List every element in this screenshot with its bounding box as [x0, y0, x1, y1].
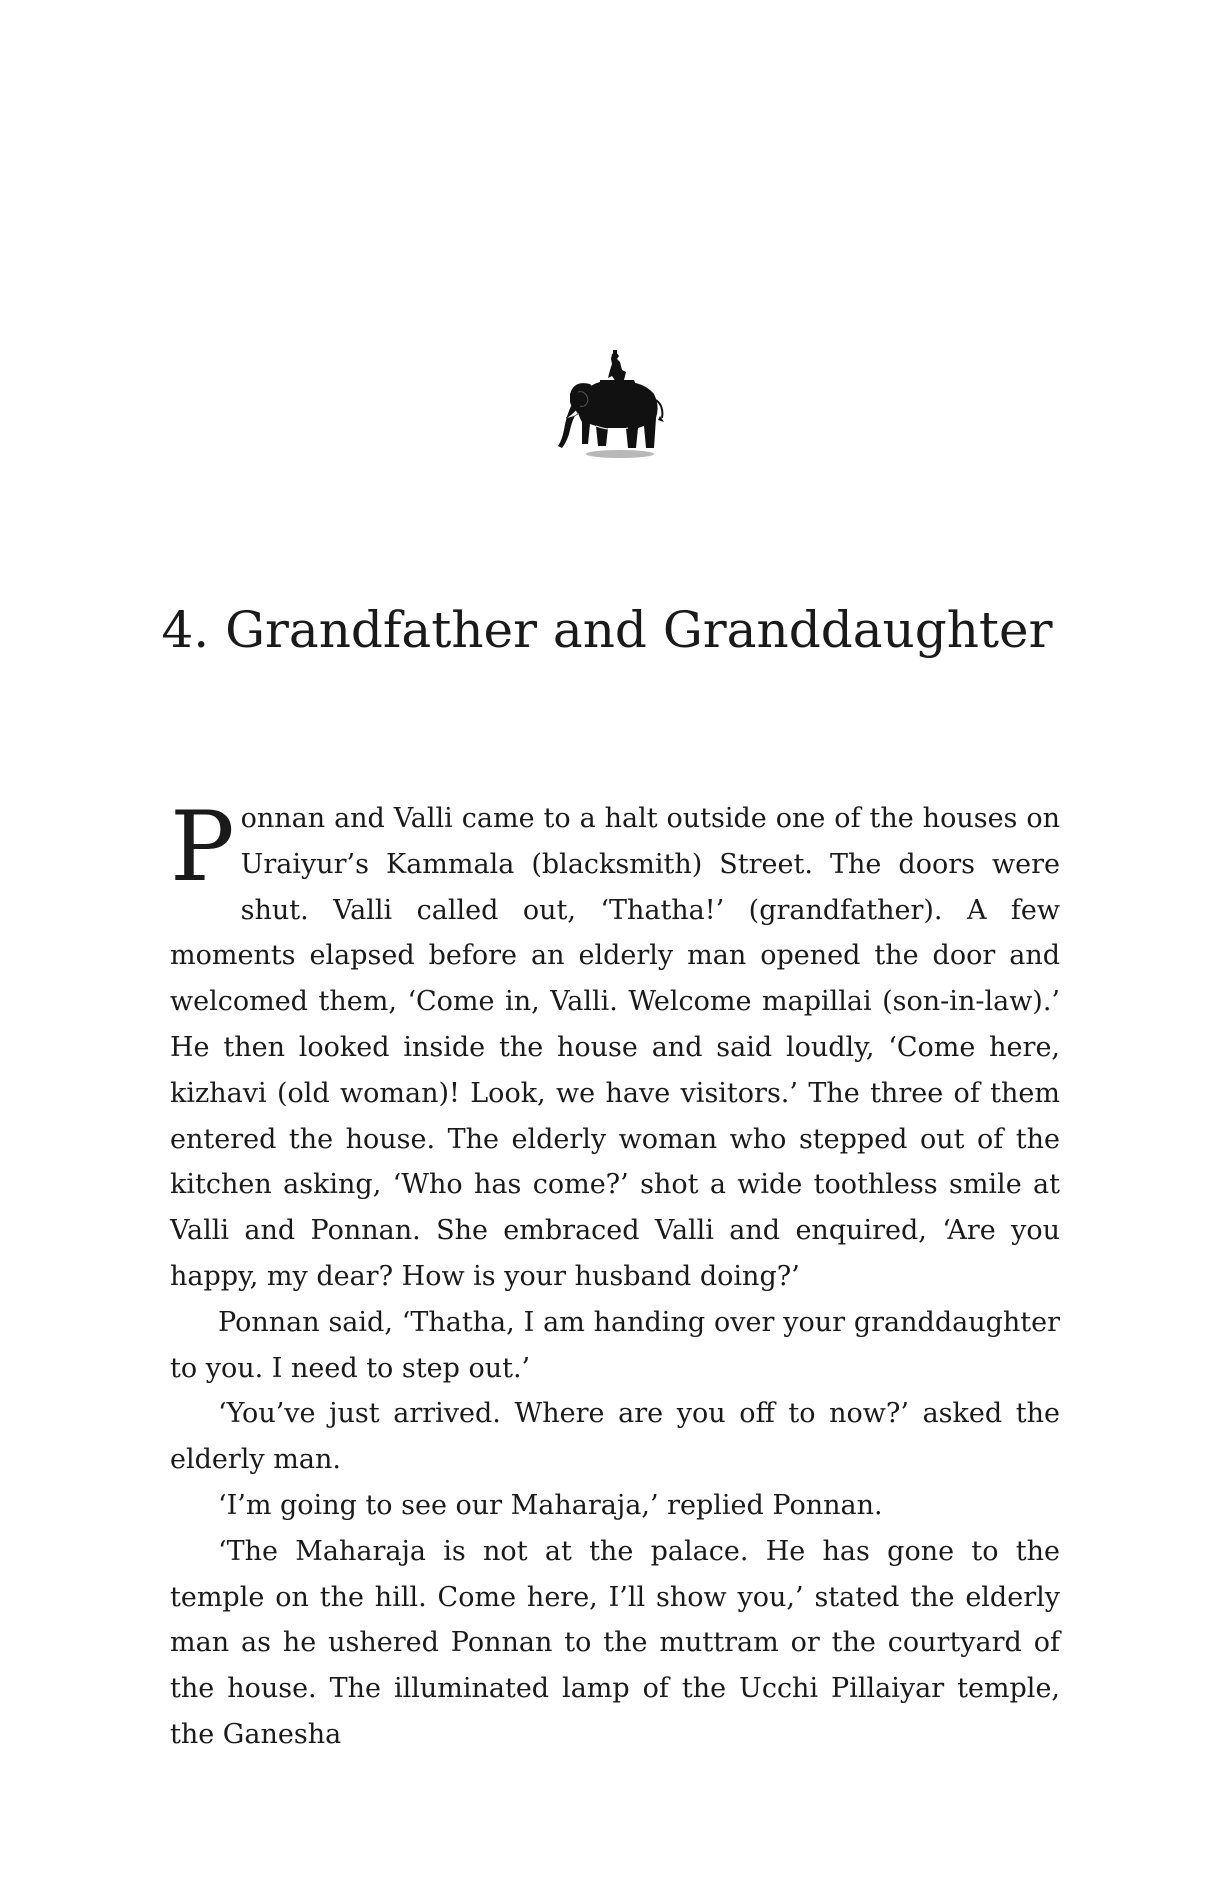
- chapter-title: 4. Grandfather and Granddaughter: [161, 601, 1053, 659]
- paragraph-5: ‘The Maharaja is not at the palace. He has gone to the temple on the hill. Come here, I’ll show you,’ stated the elderly man as he ushered Ponnan to the muttram or the courtyard of the house. The illuminated lamp of the Ucchi Pillaiyar temple, the Ganesha: [170, 1535, 1060, 1750]
- paragraph-2: Ponnan said, ‘Thatha, I am handing over your granddaughter to you. I need to step out.’: [170, 1306, 1060, 1384]
- elephant-with-rider-icon: [556, 350, 668, 470]
- chapter-body: [170, 791, 1060, 1758]
- paragraph-text: onnan and Valli came to a halt outside one of the houses on Uraiyur’s Kammala (blacksmith) Street. The doors were shut. Valli called out, ‘Thatha!’ (grandfather). A few moments elapsed before an elderly man opened the door and welcomed them, ‘Come in, Valli. Welcome mapillai (son-in-law).’ He then looked inside the house and said loudly, ‘Come here, kizhavi (old woman)! Look, we have visitors.’ The three of them entered the house. The elderly woman who stepped out of the kitchen asking, ‘Who has come?’ shot a wide toothless smile at Valli and Ponnan. She embraced Valli and enquired, ‘Are you happy, my dear? How is your husband doing?’: [170, 803, 1060, 1292]
- paragraph-3: ‘You’ve just arrived. Where are you off to now?’ asked the elderly man.: [170, 1398, 1060, 1476]
- paragraph-1: [170, 791, 1060, 1300]
- paragraph-4: ‘I’m going to see our Maharaja,’ replied Ponnan.: [218, 1489, 883, 1521]
- drop-cap: P: [170, 791, 235, 903]
